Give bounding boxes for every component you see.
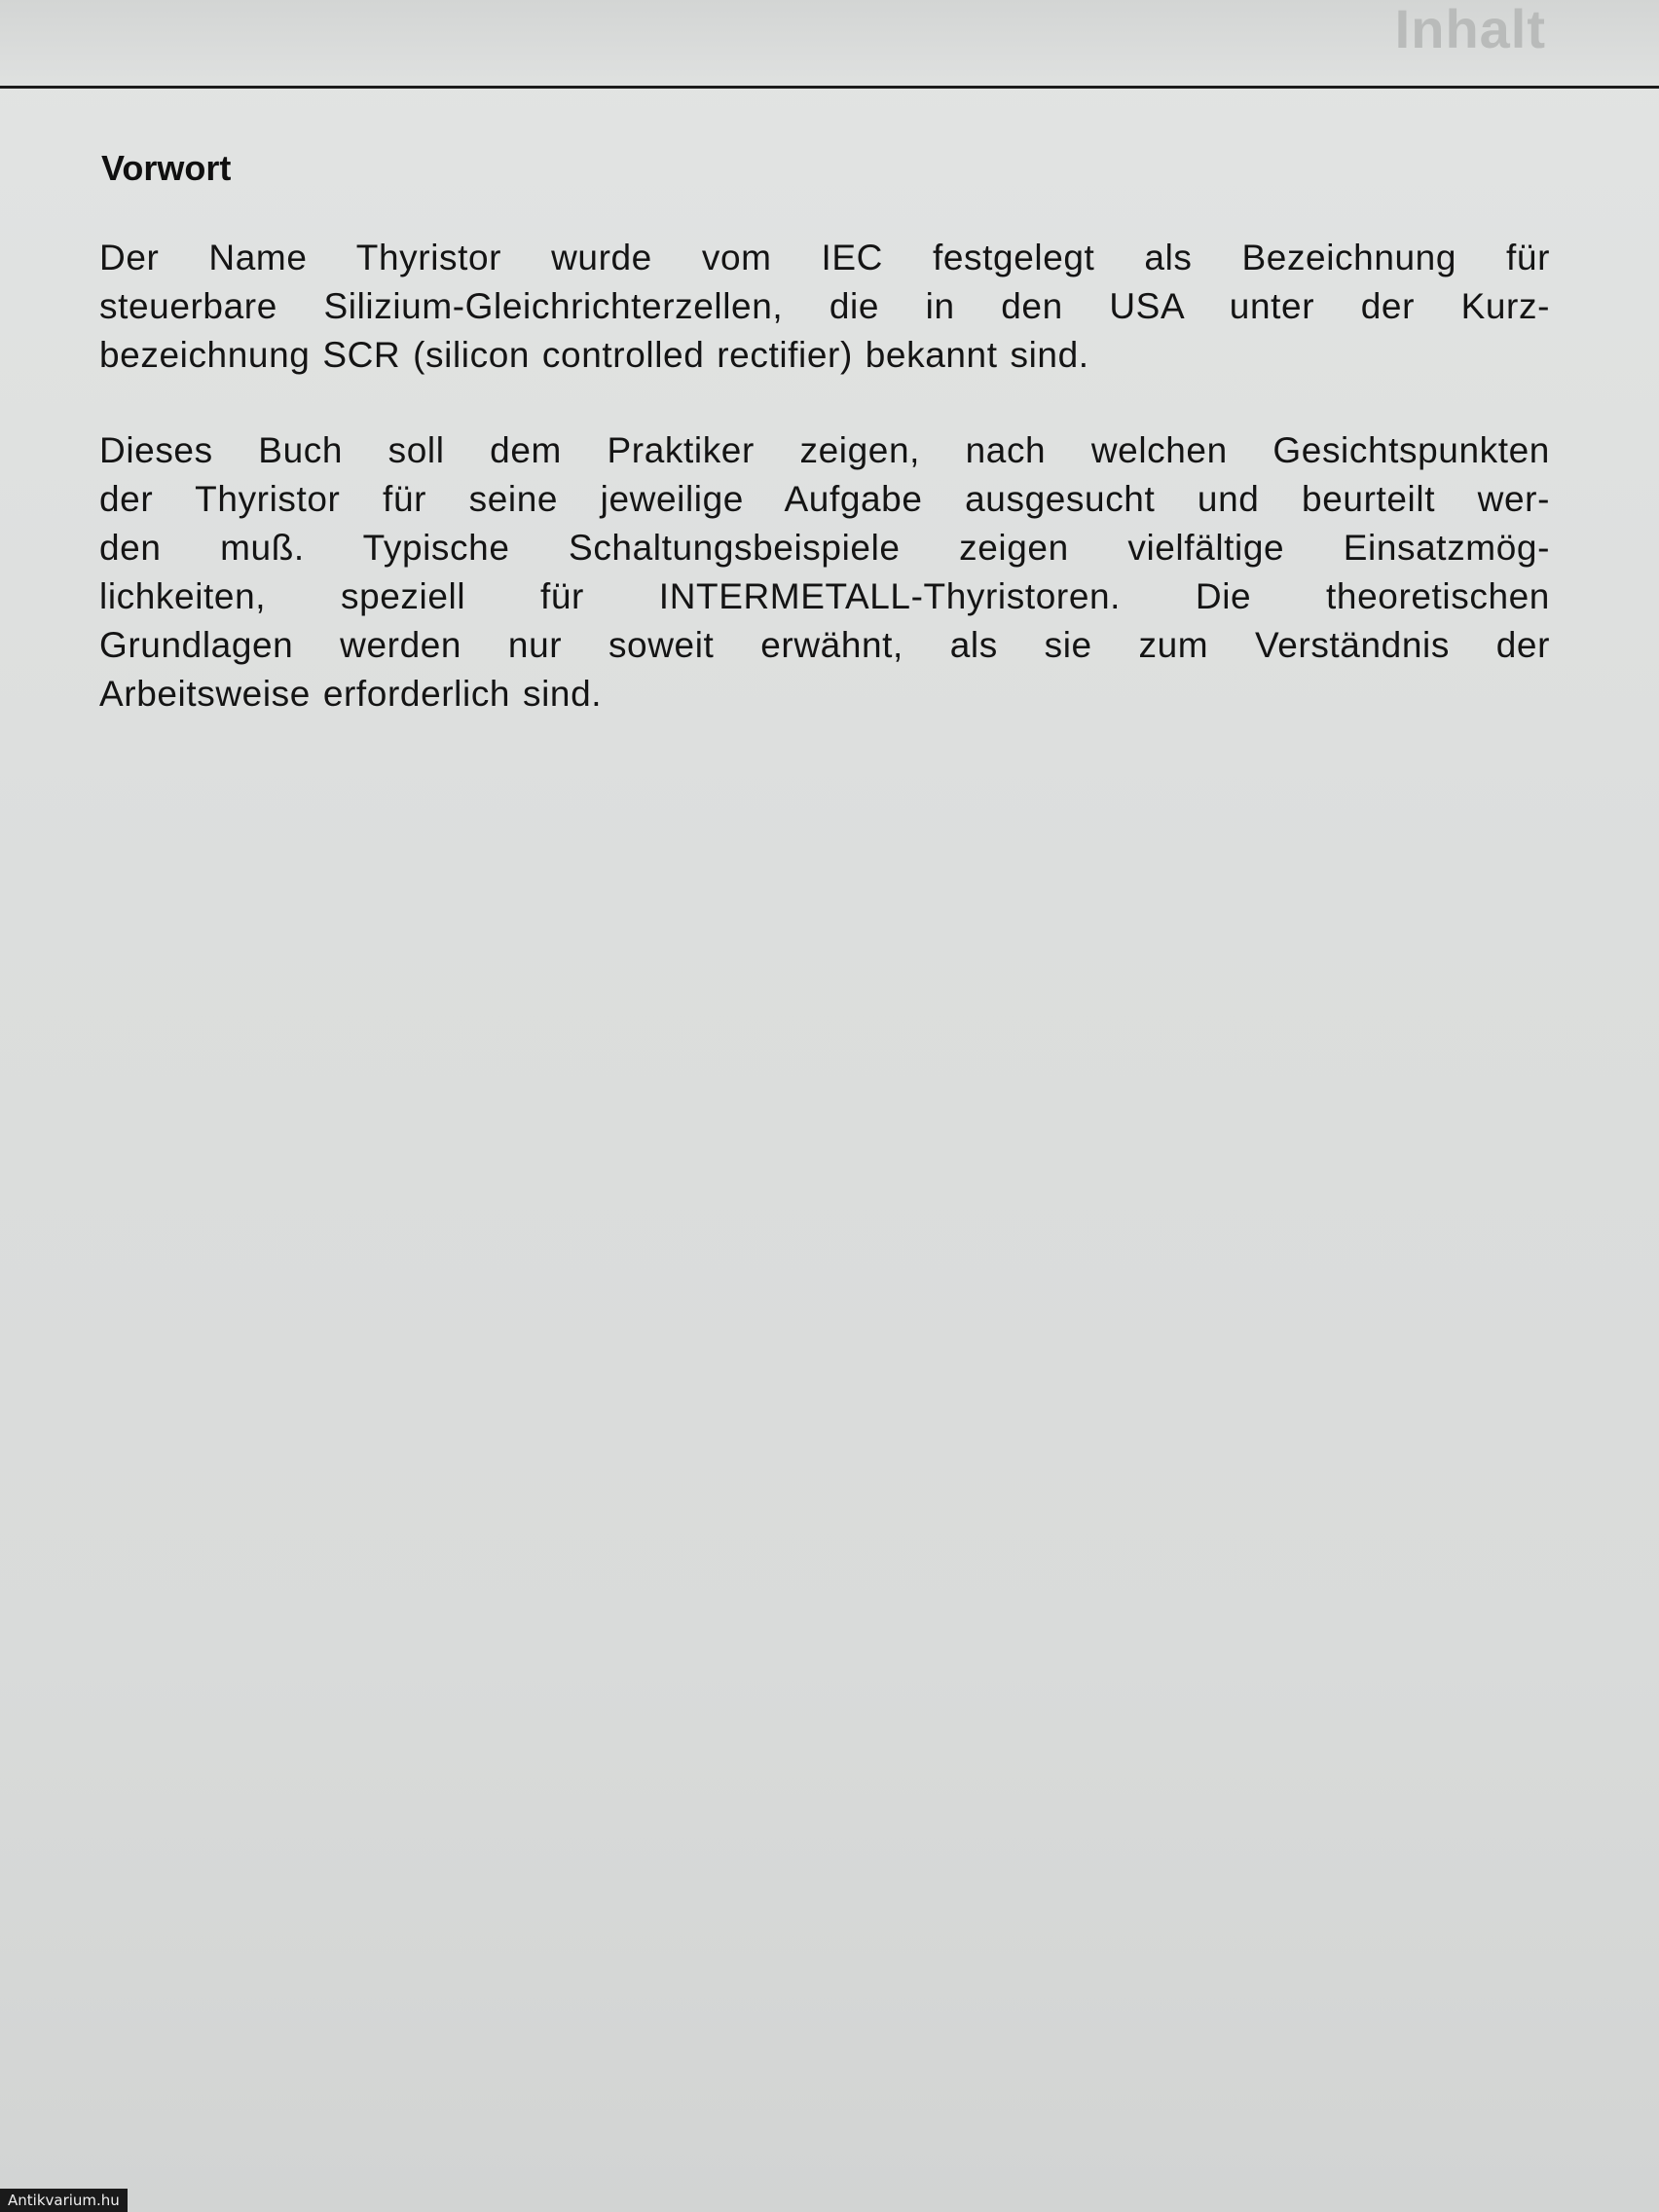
paragraph-1-line: steuerbare Silizium-Gleichrichterzellen, die in den USA unter der Kurz- <box>99 286 1550 326</box>
top-rule <box>0 86 1659 89</box>
preface-section <box>99 148 1550 765</box>
paragraph-1 <box>99 234 1550 380</box>
paragraph-2-line: Dieses Buch soll dem Praktiker zeigen, nach welchen Gesichtspunkten <box>99 430 1550 470</box>
paragraph-2-line: Grundlagen werden nur soweit erwähnt, als sie zum Verständnis der <box>99 625 1550 665</box>
preface-heading: Vorwort <box>101 148 232 188</box>
paragraph-2-line: Arbeitsweise erforderlich sind. <box>99 674 603 714</box>
paragraph-2-line: den muß. Typische Schaltungsbeispiele zeigen vielfältige Einsatzmög- <box>99 528 1550 568</box>
paragraph-1-line: Der Name Thyristor wurde vom IEC festgelegt als Bezeichnung für <box>99 238 1550 277</box>
paragraph-2-line: lichkeiten, speziell für INTERMETALL-Thyristoren. Die theoretischen <box>99 576 1550 616</box>
paragraph-1-line: bezeichnung SCR (silicon controlled rectifier) bekannt sind. <box>99 335 1089 375</box>
paragraph-2-line: der Thyristor für seine jeweilige Aufgabe ausgesucht und beurteilt wer- <box>99 479 1550 519</box>
watermark-label: Antikvarium.hu <box>0 2189 128 2212</box>
paragraph-2 <box>99 426 1550 719</box>
previous-page-strip <box>0 0 1659 88</box>
ghost-title: Inhalt <box>1394 0 1546 59</box>
